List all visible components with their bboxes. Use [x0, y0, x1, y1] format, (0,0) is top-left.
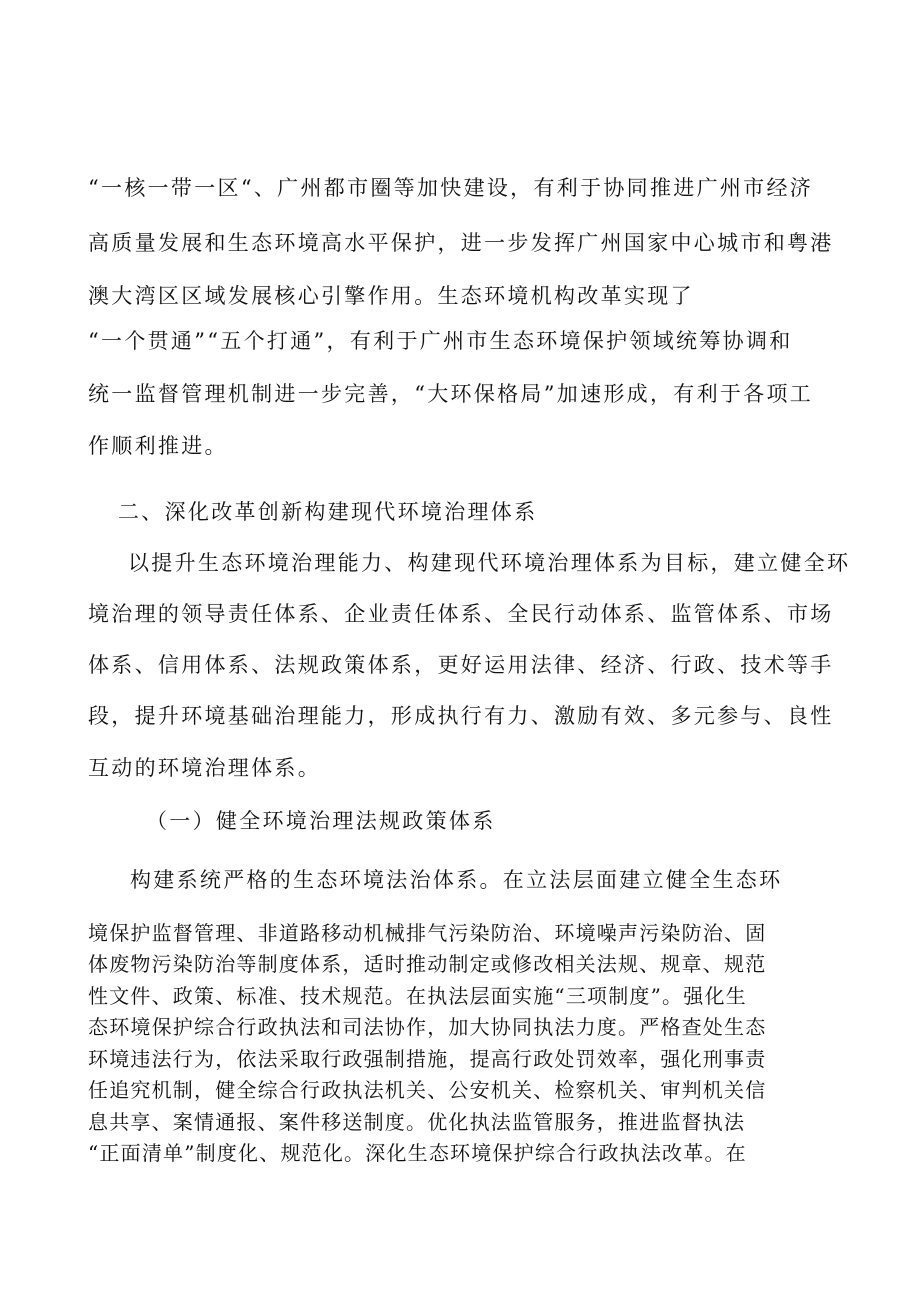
paragraph-line: 段，提升环境基础治理能力，形成执行有力、激励有效、多元参与、良性 — [88, 704, 834, 728]
paragraph-line: 澳大湾区区域发展核心引擎作用。生态环境机构改革实现了 — [88, 284, 694, 308]
section-heading: 二、深化改革创新构建现代环境治理体系 — [118, 500, 538, 524]
paragraph-line: 体系、信用体系、法规政策体系，更好运用法律、经济、行政、技术等手 — [88, 653, 834, 677]
paragraph-3-first-line: 构建系统严格的生态环境法治体系。在立法层面建立健全生态环 — [130, 868, 783, 892]
paragraph-line: “正面清单”制度化、规范化。深化生态环境保护综合行政执法改革。在 — [88, 1141, 747, 1165]
paragraph-line: “一核一带一区“、广州都市圈等加快建设，有利于协同推进广州市经济 — [88, 176, 814, 200]
paragraph-line: 互动的环境治理体系。 — [88, 756, 321, 780]
paragraph-line: 高质量发展和生态环境高水平保护，进一步发挥广州国家中心城市和粤港 — [88, 231, 834, 255]
paragraph-line: 境保护监督管理、非道路移动机械排气污染防治、环境噪声污染防治、固 — [88, 921, 767, 945]
paragraph-line: 息共享、案情通报、案件移送制度。优化执法监管服务，推进监督执法 — [88, 1110, 746, 1134]
paragraph-line: 态环境保护综合行政执法和司法协作，加大协同执法力度。严格查处生态 — [88, 1015, 767, 1039]
paragraph-line: 作顺利推进。 — [88, 434, 228, 458]
paragraph-line: 以提升生态环境治理能力、构建现代环境治理体系为目标，建立健全环 — [128, 551, 851, 575]
paragraph-line: 环境违法行为，依法采取行政强制措施，提高行政处罚效率，强化刑事责 — [88, 1047, 767, 1071]
paragraph-line: 性文件、政策、标准、技术规范。在执法层面实施“三项制度”。强化生 — [88, 984, 747, 1008]
paragraph-line: “一个贯通”“五个打通”，有利于广州市生态环境保护领域统筹协调和 — [88, 329, 793, 353]
paragraph-line: 统一监督管理机制进一步完善，“大环保格局”加速形成，有利于各项工 — [88, 382, 814, 406]
paragraph-line: 任追究机制，健全综合行政执法机关、公安机关、检察机关、审判机关信 — [88, 1078, 767, 1102]
paragraph-line: 体废物污染防治等制度体系，适时推动制定或修改相关法规、规章、规范 — [88, 952, 767, 976]
sub-heading: （一）健全环境治理法规政策体系 — [146, 809, 496, 833]
paragraph-line: 境治理的领导责任体系、企业责任体系、全民行动体系、监管体系、市场 — [88, 602, 834, 626]
